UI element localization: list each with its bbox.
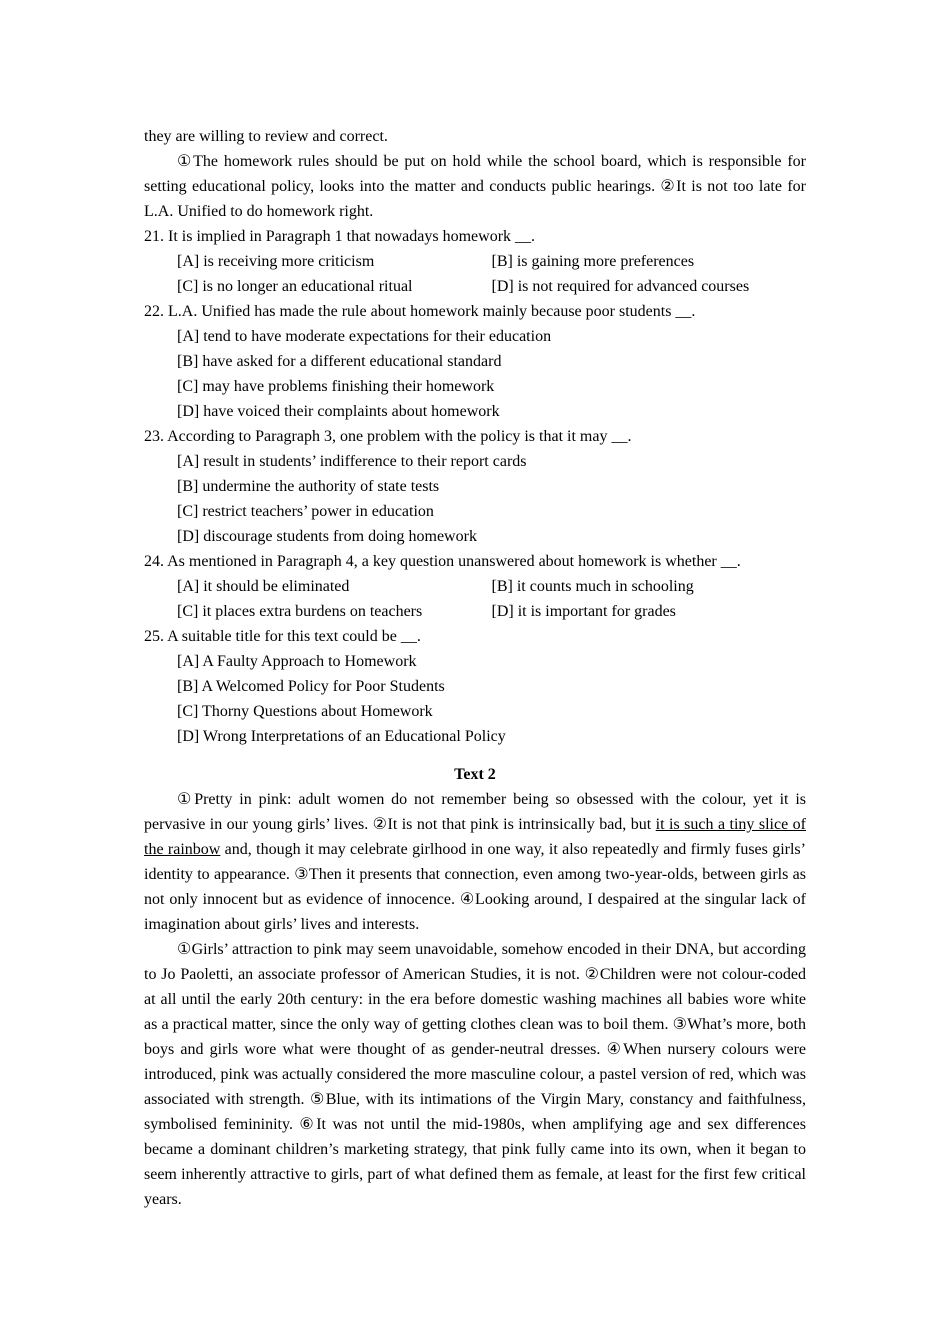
option-c: [C] Thorny Questions about Homework xyxy=(177,703,433,720)
document-content xyxy=(144,124,806,1212)
option-b: [B] A Welcomed Policy for Poor Students xyxy=(177,678,445,695)
option-c: [C] it places extra burdens on teachers xyxy=(177,603,423,620)
underlined-phrase: it is such a tiny slice of the rainbow xyxy=(144,816,807,858)
option-a: [A] A Faulty Approach to Homework xyxy=(177,653,417,670)
question-21-stem: 21. It is implied in Paragraph 1 that nowadays homework __. xyxy=(144,228,536,245)
text1-last-paragraph xyxy=(144,149,806,224)
option-a: [A] it should be eliminated xyxy=(177,578,350,595)
option-d: [D] discourage students from doing homework xyxy=(177,528,477,545)
option-b: [B] it counts much in schooling xyxy=(491,578,694,595)
paragraph-text: and, though it may celebrate girlhood in one way, it also repeatedly and firmly fuses girls’ identity to appearance. ③Then it presents that connection, even among two-year-olds, between girls as not only innocent but as evidence of innocence. ④Looking around, I despaired at the singular lack of imagination about girls’ lives and interests. xyxy=(144,841,806,933)
question-22-options xyxy=(144,324,806,424)
option-d: [D] have voiced their complaints about homework xyxy=(177,403,500,420)
option-c: [C] may have problems finishing their homework xyxy=(177,378,495,395)
option-a: [A] result in students’ indifference to their report cards xyxy=(177,453,527,470)
text2-paragraph-2: ①Girls’ attraction to pink may seem unavoidable, somehow encoded in their DNA, but according to Jo Paoletti, an associate professor of American Studies, it is not. ②Children were not colour-coded at all until the early 20th century: in the era before domestic washing machines all babies wore white as a practical matter, since the only way of getting clothes clean was to boil them. ③What’s more, both boys and girls wore what were thought of as gender-neutral dresses. ④When nursery colours were introduced, pink was actually considered the more masculine colour, a pastel version of red, which was associated with strength. ⑤Blue, with its intimations of the Virgin Mary, constancy and faithfulness, symbolised femininity. ⑥It was not until the mid-1980s, when amplifying age and sex differences became a dominant children’s marketing strategy, that pink fully came into its own, when it began to seem inherently attractive to girls, part of what defined them as female, at least for the first few critical years. xyxy=(144,941,806,1208)
option-b: [B] is gaining more preferences xyxy=(491,253,695,270)
option-c: [C] restrict teachers’ power in education xyxy=(177,503,434,520)
option-d: [D] it is important for grades xyxy=(491,603,676,620)
paragraph-text: ①Pretty in pink: adult women do not remember being so obsessed with the colour, yet it is pervasive in our young girls’ lives. ②It is not that pink is intrinsically bad, but xyxy=(144,791,806,833)
option-b: [B] undermine the authority of state tests xyxy=(177,478,440,495)
question-21-options xyxy=(144,249,806,299)
option-d: [D] is not required for advanced courses xyxy=(491,278,750,295)
sentence-1: ①The homework rules should be put on hold while the school board, which is responsible for setting educational policy, looks into the matter and conducts public hearings. xyxy=(144,153,806,195)
question-22-stem: 22. L.A. Unified has made the rule about homework mainly because poor students __. xyxy=(144,303,696,320)
question-25-stem: 25. A suitable title for this text could be __. xyxy=(144,628,421,645)
option-d: [D] Wrong Interpretations of an Educational Policy xyxy=(177,728,506,745)
question-24-options xyxy=(144,574,806,624)
option-a: [A] tend to have moderate expectations for their education xyxy=(177,328,552,345)
question-24-stem: 24. As mentioned in Paragraph 4, a key question unanswered about homework is whether __. xyxy=(144,553,741,570)
paragraph-end: they are willing to review and correct. xyxy=(144,128,388,145)
question-25-options xyxy=(144,649,806,749)
text2-title: Text 2 xyxy=(454,766,496,783)
question-23-options xyxy=(144,449,806,549)
question-23-stem: 23. According to Paragraph 3, one problem with the policy is that it may __. xyxy=(144,428,632,445)
option-b: [B] have asked for a different educational standard xyxy=(177,353,502,370)
option-a: [A] is receiving more criticism xyxy=(177,253,375,270)
sentence-2: ②It is not too late for L.A. Unified to do homework right. xyxy=(144,178,806,220)
option-c: [C] is no longer an educational ritual xyxy=(177,278,413,295)
text2-paragraph-1 xyxy=(144,787,806,937)
